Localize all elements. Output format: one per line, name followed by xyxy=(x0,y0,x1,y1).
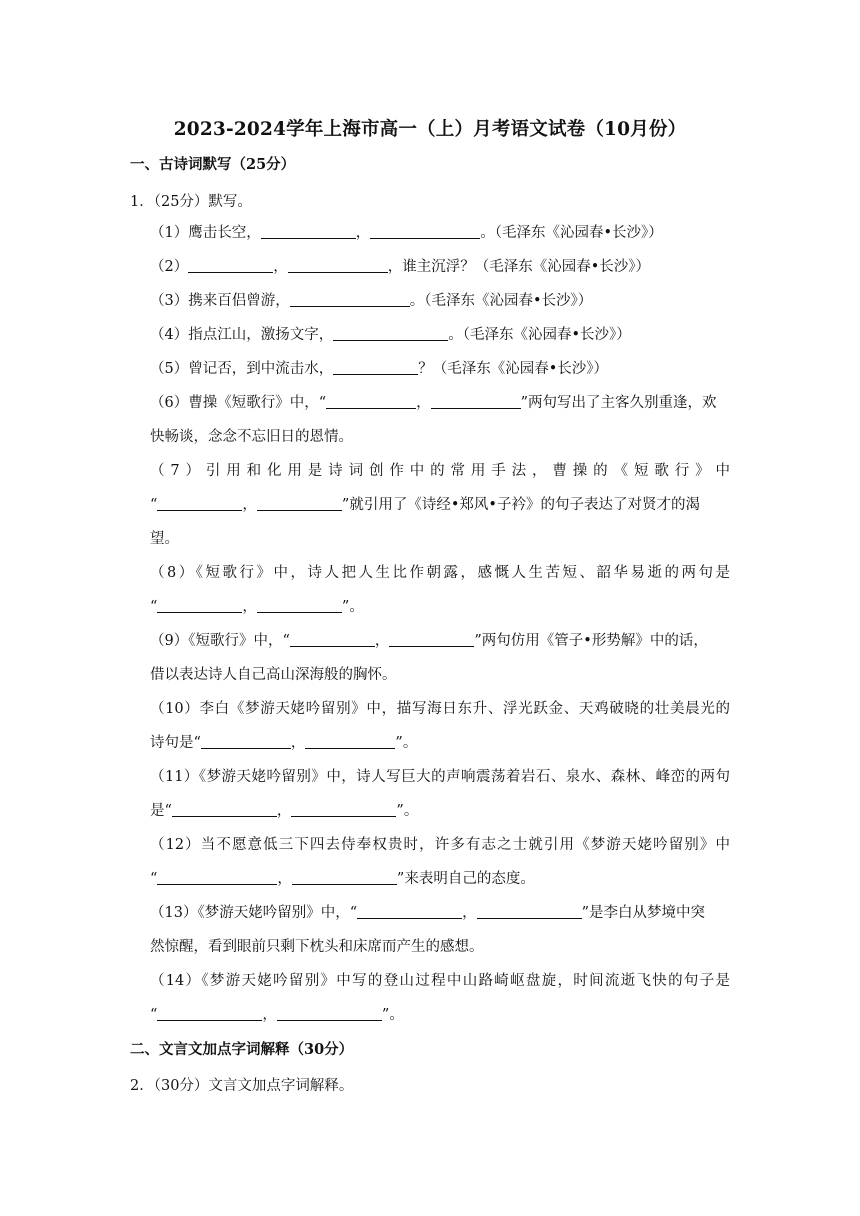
item-2-text-a: （2） xyxy=(150,259,189,275)
answer-blank[interactable] xyxy=(291,800,396,817)
item-4-text-a: （4）指点江山，激扬文字， xyxy=(150,327,334,343)
answer-blank[interactable] xyxy=(201,732,291,749)
answer-blank[interactable] xyxy=(257,596,342,613)
item-8-text-c: ， xyxy=(242,599,257,615)
item-1-text-a: （1）鹰击长空， xyxy=(150,225,261,241)
item-6-text-d: 快畅谈，念念不忘旧日的恩情。 xyxy=(150,429,353,445)
item-6-text-c: ”两句写出了主客久别重逢，欢 xyxy=(520,395,717,411)
item-9-line-2: 借以表达诗人自己高山深海般的胸怀。 xyxy=(150,667,397,683)
answer-blank[interactable] xyxy=(333,324,448,341)
answer-blank[interactable] xyxy=(277,1004,382,1021)
item-9-line-1 xyxy=(150,624,730,658)
item-6-text-b: ， xyxy=(416,395,431,411)
item-14-text-d: ”。 xyxy=(381,1007,404,1023)
item-11-text-b: 是“ xyxy=(150,803,172,819)
item-3-text-b: 。（毛泽东《沁园春•长沙》） xyxy=(409,293,593,309)
item-2-text-b: ， xyxy=(273,259,288,275)
exam-title: 2023-2024学年上海市高一（上）月考语文试卷（10月份） xyxy=(173,119,687,140)
item-3-text-a: （3）携来百侣曾游， xyxy=(150,293,290,309)
item-12-line-1: （12）当不愿意低三下四去侍奉权贵时，许多有志之士就引用《梦游天姥吟留别》中 xyxy=(150,837,730,853)
question-1-heading: 1．（25分）默写。 xyxy=(130,194,252,210)
item-1-text-b: ， xyxy=(355,225,371,241)
item-12-text-b: “ xyxy=(150,871,158,887)
item-4-text-b: 。（毛泽东《沁园春•长沙》） xyxy=(448,327,631,343)
answer-blank[interactable] xyxy=(370,222,480,239)
answer-blank[interactable] xyxy=(261,222,356,239)
answer-blank[interactable] xyxy=(357,902,462,919)
item-9-text-c: ”两句仿用《管子•形势解》中的话， xyxy=(474,633,708,649)
item-5-text-b: ？（毛泽东《沁园春•长沙》） xyxy=(418,361,609,377)
item-14-line-1: （14）《梦游天姥吟留别》中写的登山过程中山路崎岖盘旋，时间流逝飞快的句子是 xyxy=(150,973,730,989)
answer-blank[interactable] xyxy=(389,630,474,647)
item-11-line-1: （11）《梦游天姥吟留别》中，诗人写巨大的声响震荡着岩石、泉水、森林、峰峦的两句 xyxy=(150,769,730,785)
answer-blank[interactable] xyxy=(157,494,242,511)
section-2-heading: 二、文言文加点字词解释（30分） xyxy=(130,1041,354,1058)
answer-blank[interactable] xyxy=(257,494,342,511)
question-2-heading: 2．（30分）文言文加点字词解释。 xyxy=(130,1078,354,1094)
item-11-text-d: ”。 xyxy=(396,803,419,819)
item-14-line-2 xyxy=(150,998,730,1032)
item-14-text-b: “ xyxy=(150,1007,158,1023)
item-3 xyxy=(150,284,730,318)
item-8-text-d: ”。 xyxy=(341,599,364,615)
item-7-text-c: ， xyxy=(242,497,257,513)
item-7-text-d: ”就引用了《诗经•郑风•子衿》的句子表达了对贤才的渴 xyxy=(341,497,700,513)
answer-blank[interactable] xyxy=(477,902,582,919)
answer-blank[interactable] xyxy=(290,290,410,307)
item-8-text-b: “ xyxy=(150,599,158,615)
answer-blank[interactable] xyxy=(333,358,418,375)
item-2 xyxy=(150,250,730,284)
item-4 xyxy=(150,318,730,352)
item-2-text-c: ，谁主沉浮？（毛泽东《沁园春•长沙》） xyxy=(387,259,651,275)
section-1-heading: 一、古诗词默写（25分） xyxy=(130,156,296,173)
answer-blank[interactable] xyxy=(326,392,416,409)
item-8-line-1: （8）《短歌行》中，诗人把人生比作朝露，感慨人生苦短、韶华易逝的两句是 xyxy=(150,565,730,581)
item-10-text-d: ”。 xyxy=(395,735,418,751)
item-1-text-c: 。（毛泽东《沁园春•长沙》） xyxy=(480,225,663,241)
item-7-line-2 xyxy=(150,488,730,522)
answer-blank[interactable] xyxy=(157,1004,262,1021)
answer-blank[interactable] xyxy=(188,256,273,273)
item-10-line-2 xyxy=(150,726,730,760)
item-13-line-2: 然惊醒，看到眼前只剩下枕头和床席而产生的感想。 xyxy=(150,939,484,955)
item-1 xyxy=(150,216,730,250)
answer-blank[interactable] xyxy=(288,256,388,273)
item-10-text-c: ， xyxy=(290,735,306,751)
item-8-line-2 xyxy=(150,590,730,624)
item-12-line-2 xyxy=(150,862,730,896)
item-13-text-b: ， xyxy=(462,905,477,921)
answer-blank[interactable] xyxy=(290,630,375,647)
item-6-line-1 xyxy=(150,386,730,420)
item-13-text-c: ”是李白从梦境中突 xyxy=(581,905,706,921)
item-11-line-2 xyxy=(150,794,730,828)
answer-blank[interactable] xyxy=(157,596,242,613)
item-12-text-c: ， xyxy=(277,871,292,887)
item-7-line-3: 望。 xyxy=(150,531,179,547)
answer-blank[interactable] xyxy=(305,732,395,749)
answer-blank[interactable] xyxy=(172,800,277,817)
item-13-line-1 xyxy=(150,896,730,930)
answer-blank[interactable] xyxy=(157,868,277,885)
item-6-line-2 xyxy=(150,420,730,454)
answer-blank[interactable] xyxy=(431,392,521,409)
item-9-text-a: （9）《短歌行》中，“ xyxy=(150,633,290,649)
item-9-text-b: ， xyxy=(374,633,390,649)
item-14-text-c: ， xyxy=(262,1007,277,1023)
item-10-line-1: （10）李白《梦游天姥吟留别》中，描写海日东升、浮光跃金、天鸡破晓的壮美晨光的 xyxy=(150,701,730,717)
item-11-text-c: ， xyxy=(276,803,292,819)
item-5 xyxy=(150,352,730,386)
answer-blank[interactable] xyxy=(292,868,397,885)
item-12-text-d: ”来表明自己的态度。 xyxy=(396,871,535,887)
item-10-text-b: 诗句是“ xyxy=(150,735,201,751)
item-6-text-a: （6）曹操《短歌行》中，“ xyxy=(150,395,327,411)
item-13-text-a: （13）《梦游天姥吟留别》中，“ xyxy=(150,905,358,921)
item-5-text-a: （5）曾记否，到中流击水， xyxy=(150,361,334,377)
item-7-line-1: （7）引用和化用是诗词创作中的常用手法，曹操的《短歌行》中 xyxy=(150,463,730,479)
item-7-text-b: “ xyxy=(150,497,158,513)
